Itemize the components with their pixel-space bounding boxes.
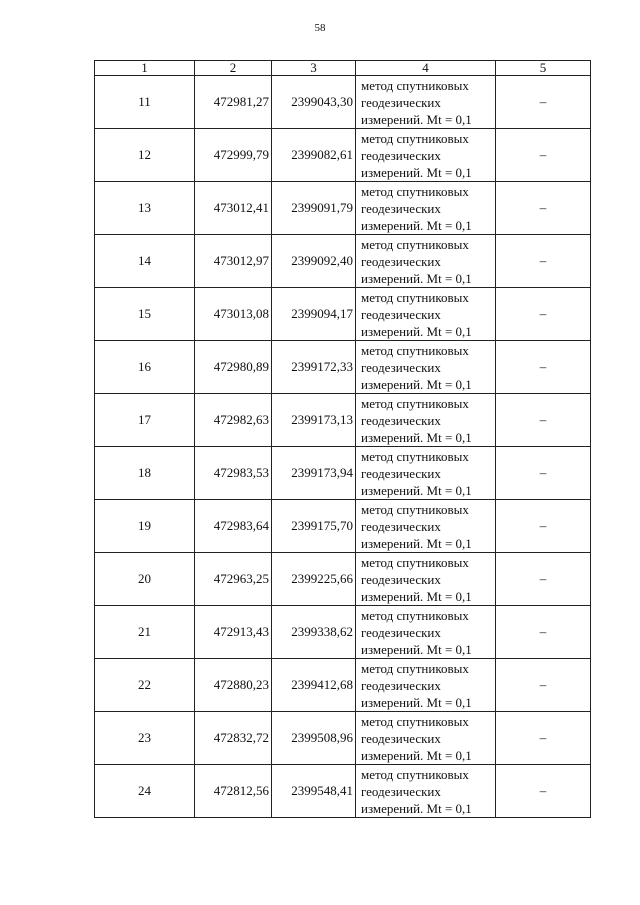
table-row	[95, 606, 591, 659]
page-number: 58	[314, 22, 326, 34]
method-line: метод спутниковых	[361, 501, 469, 517]
y-coordinate-cell: 2399082,61	[272, 129, 356, 182]
method-cell	[356, 606, 496, 659]
y-coordinate-cell: 2399094,17	[272, 288, 356, 341]
method-line: метод спутниковых	[361, 395, 469, 411]
table-row	[95, 182, 591, 235]
method-cell	[356, 712, 496, 765]
x-coordinate-cell: 472963,25	[195, 553, 272, 606]
method-line: измерений. Mt = 0,1	[361, 217, 472, 233]
method-line: метод спутниковых	[361, 183, 469, 199]
method-line: измерений. Mt = 0,1	[361, 270, 472, 286]
method-cell	[356, 341, 496, 394]
point-number-cell: 15	[95, 288, 195, 341]
method-cell	[356, 129, 496, 182]
x-coordinate-cell: 472880,23	[195, 659, 272, 712]
method-line: измерений. Mt = 0,1	[361, 111, 472, 127]
method-line: метод спутниковых	[361, 766, 469, 782]
method-cell	[356, 288, 496, 341]
method-line: геодезических	[361, 518, 441, 534]
table-row	[95, 447, 591, 500]
method-line: геодезических	[361, 147, 441, 163]
x-coordinate-cell: 472983,53	[195, 447, 272, 500]
method-line: метод спутниковых	[361, 289, 469, 305]
point-number-cell: 11	[95, 76, 195, 129]
table-row	[95, 76, 591, 129]
note-cell: –	[496, 606, 591, 659]
x-coordinate-cell: 472999,79	[195, 129, 272, 182]
method-line: геодезических	[361, 783, 441, 799]
table-row	[95, 288, 591, 341]
method-line: метод спутниковых	[361, 130, 469, 146]
point-number-cell: 20	[95, 553, 195, 606]
method-line: геодезических	[361, 359, 441, 375]
method-line: измерений. Mt = 0,1	[361, 429, 472, 445]
y-coordinate-cell: 2399548,41	[272, 765, 356, 818]
y-coordinate-cell: 2399173,94	[272, 447, 356, 500]
method-line: геодезических	[361, 94, 441, 110]
x-coordinate-cell: 473013,08	[195, 288, 272, 341]
note-cell: –	[496, 765, 591, 818]
header-row	[95, 61, 591, 76]
note-cell: –	[496, 712, 591, 765]
x-coordinate-cell: 472982,63	[195, 394, 272, 447]
method-cell	[356, 182, 496, 235]
y-coordinate-cell: 2399225,66	[272, 553, 356, 606]
method-line: геодезических	[361, 253, 441, 269]
method-line: геодезических	[361, 677, 441, 693]
method-line: геодезических	[361, 306, 441, 322]
method-line: метод спутниковых	[361, 713, 469, 729]
note-cell: –	[496, 288, 591, 341]
note-cell: –	[496, 659, 591, 712]
method-line: метод спутниковых	[361, 236, 469, 252]
point-number-cell: 18	[95, 447, 195, 500]
method-cell	[356, 235, 496, 288]
y-coordinate-cell: 2399412,68	[272, 659, 356, 712]
table-row	[95, 394, 591, 447]
y-coordinate-cell: 2399091,79	[272, 182, 356, 235]
table-row	[95, 235, 591, 288]
table-row	[95, 712, 591, 765]
method-cell	[356, 394, 496, 447]
method-line: метод спутниковых	[361, 554, 469, 570]
method-cell	[356, 553, 496, 606]
point-number-cell: 23	[95, 712, 195, 765]
y-coordinate-cell: 2399092,40	[272, 235, 356, 288]
note-cell: –	[496, 394, 591, 447]
method-line: измерений. Mt = 0,1	[361, 376, 472, 392]
method-line: метод спутниковых	[361, 607, 469, 623]
method-cell	[356, 447, 496, 500]
y-coordinate-cell: 2399508,96	[272, 712, 356, 765]
method-line: измерений. Mt = 0,1	[361, 694, 472, 710]
point-number-cell: 13	[95, 182, 195, 235]
note-cell: –	[496, 76, 591, 129]
table-row	[95, 500, 591, 553]
x-coordinate-cell: 473012,97	[195, 235, 272, 288]
header-col-5: 5	[496, 61, 591, 76]
method-line: геодезических	[361, 571, 441, 587]
point-number-cell: 21	[95, 606, 195, 659]
point-number-cell: 19	[95, 500, 195, 553]
y-coordinate-cell: 2399043,30	[272, 76, 356, 129]
table-row	[95, 765, 591, 818]
note-cell: –	[496, 553, 591, 606]
y-coordinate-cell: 2399175,70	[272, 500, 356, 553]
y-coordinate-cell: 2399173,13	[272, 394, 356, 447]
method-line: метод спутниковых	[361, 342, 469, 358]
x-coordinate-cell: 472913,43	[195, 606, 272, 659]
x-coordinate-cell: 472832,72	[195, 712, 272, 765]
header-col-3: 3	[272, 61, 356, 76]
note-cell: –	[496, 341, 591, 394]
method-line: измерений. Mt = 0,1	[361, 588, 472, 604]
method-line: измерений. Mt = 0,1	[361, 747, 472, 763]
table-row	[95, 341, 591, 394]
method-line: измерений. Mt = 0,1	[361, 482, 472, 498]
point-number-cell: 14	[95, 235, 195, 288]
note-cell: –	[496, 129, 591, 182]
method-line: геодезических	[361, 730, 441, 746]
header-col-2: 2	[195, 61, 272, 76]
method-line: измерений. Mt = 0,1	[361, 164, 472, 180]
x-coordinate-cell: 472812,56	[195, 765, 272, 818]
note-cell: –	[496, 500, 591, 553]
point-number-cell: 17	[95, 394, 195, 447]
point-number-cell: 12	[95, 129, 195, 182]
point-number-cell: 16	[95, 341, 195, 394]
header-col-1: 1	[95, 61, 195, 76]
note-cell: –	[496, 235, 591, 288]
x-coordinate-cell: 472981,27	[195, 76, 272, 129]
method-line: метод спутниковых	[361, 448, 469, 464]
method-line: геодезических	[361, 465, 441, 481]
table-header	[95, 61, 591, 76]
note-cell: –	[496, 447, 591, 500]
y-coordinate-cell: 2399338,62	[272, 606, 356, 659]
table-row	[95, 553, 591, 606]
method-line: метод спутниковых	[361, 660, 469, 676]
note-cell: –	[496, 182, 591, 235]
method-line: измерений. Mt = 0,1	[361, 323, 472, 339]
header-col-4: 4	[356, 61, 496, 76]
method-line: геодезических	[361, 412, 441, 428]
x-coordinate-cell: 472980,89	[195, 341, 272, 394]
method-cell	[356, 765, 496, 818]
method-cell	[356, 659, 496, 712]
point-number-cell: 24	[95, 765, 195, 818]
point-number-cell: 22	[95, 659, 195, 712]
table-row	[95, 659, 591, 712]
table-row	[95, 129, 591, 182]
x-coordinate-cell: 472983,64	[195, 500, 272, 553]
method-line: геодезических	[361, 624, 441, 640]
method-line: измерений. Mt = 0,1	[361, 641, 472, 657]
table-body	[95, 76, 591, 818]
y-coordinate-cell: 2399172,33	[272, 341, 356, 394]
x-coordinate-cell: 473012,41	[195, 182, 272, 235]
method-cell	[356, 500, 496, 553]
method-line: метод спутниковых	[361, 77, 469, 93]
method-line: геодезических	[361, 200, 441, 216]
method-line: измерений. Mt = 0,1	[361, 535, 472, 551]
coordinates-table	[94, 60, 591, 818]
method-cell	[356, 76, 496, 129]
method-line: измерений. Mt = 0,1	[361, 800, 472, 816]
